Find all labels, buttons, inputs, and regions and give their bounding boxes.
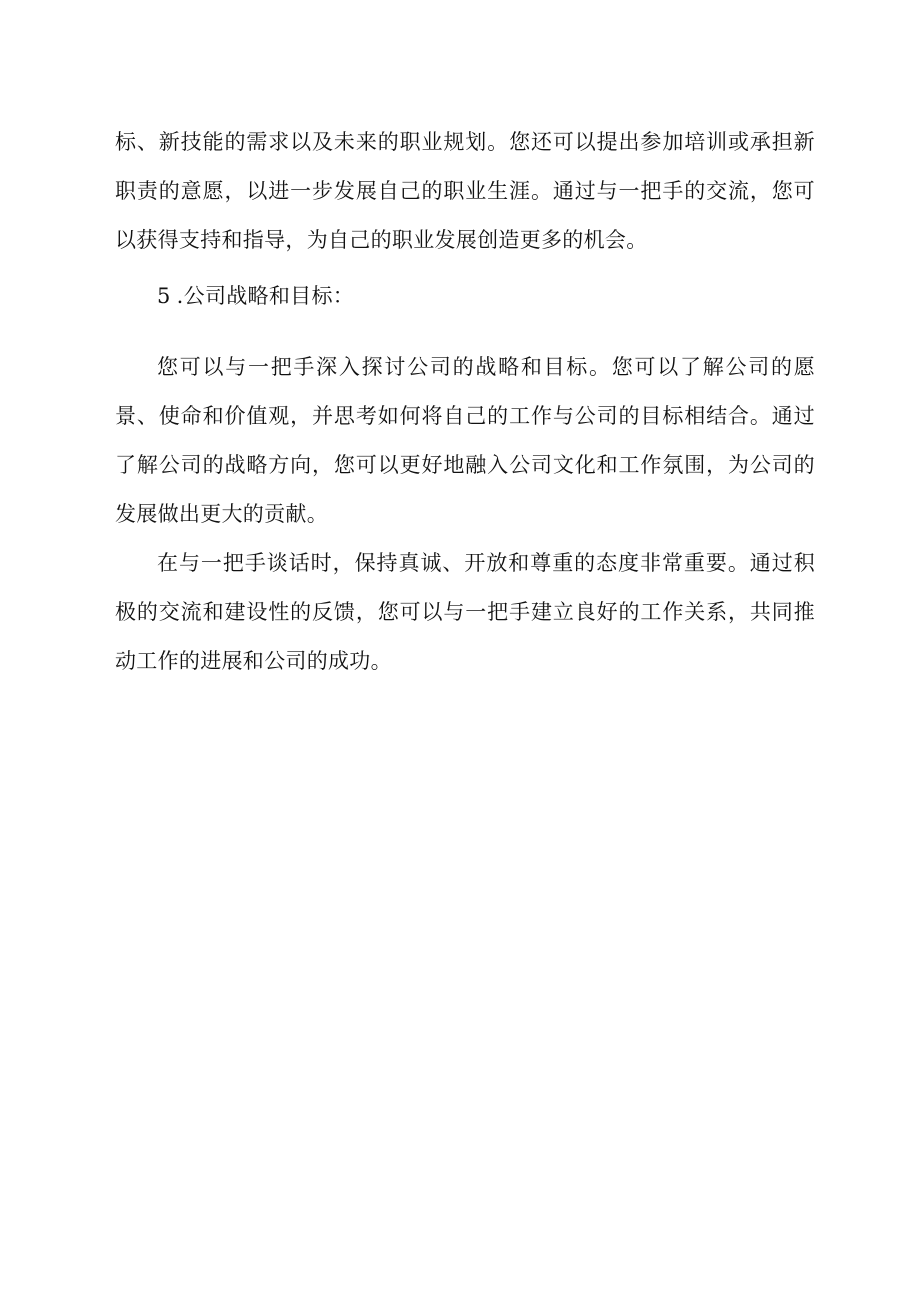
section-heading-strategy	[115, 272, 815, 321]
section-title: .公司战略和目标：	[176, 284, 355, 308]
paragraph-career-development: 标、新技能的需求以及未来的职业规划。您还可以提出参加培训或承担新职责的意愿，以进一步发展自己的职业生涯。通过与一把手的交流，您可以获得支持和指导，为自己的职业发展创造更多的机会。	[115, 130, 815, 252]
document-body	[115, 118, 815, 686]
section-spacer	[115, 329, 815, 343]
paragraph-company-strategy: 您可以与一把手深入探讨公司的战略和目标。您可以了解公司的愿景、使命和价值观，并思考如何将自己的工作与公司的目标相结合。通过了解公司的战略方向，您可以更好地融入公司文化和工作氛围，为公司的发展做出更大的贡献。	[115, 355, 815, 526]
section-number: 5	[157, 284, 171, 308]
paragraph-closing: 在与一把手谈话时，保持真诚、开放和尊重的态度非常重要。通过积极的交流和建设性的反馈，您可以与一把手建立良好的工作关系，共同推动工作的进展和公司的成功。	[115, 551, 815, 673]
